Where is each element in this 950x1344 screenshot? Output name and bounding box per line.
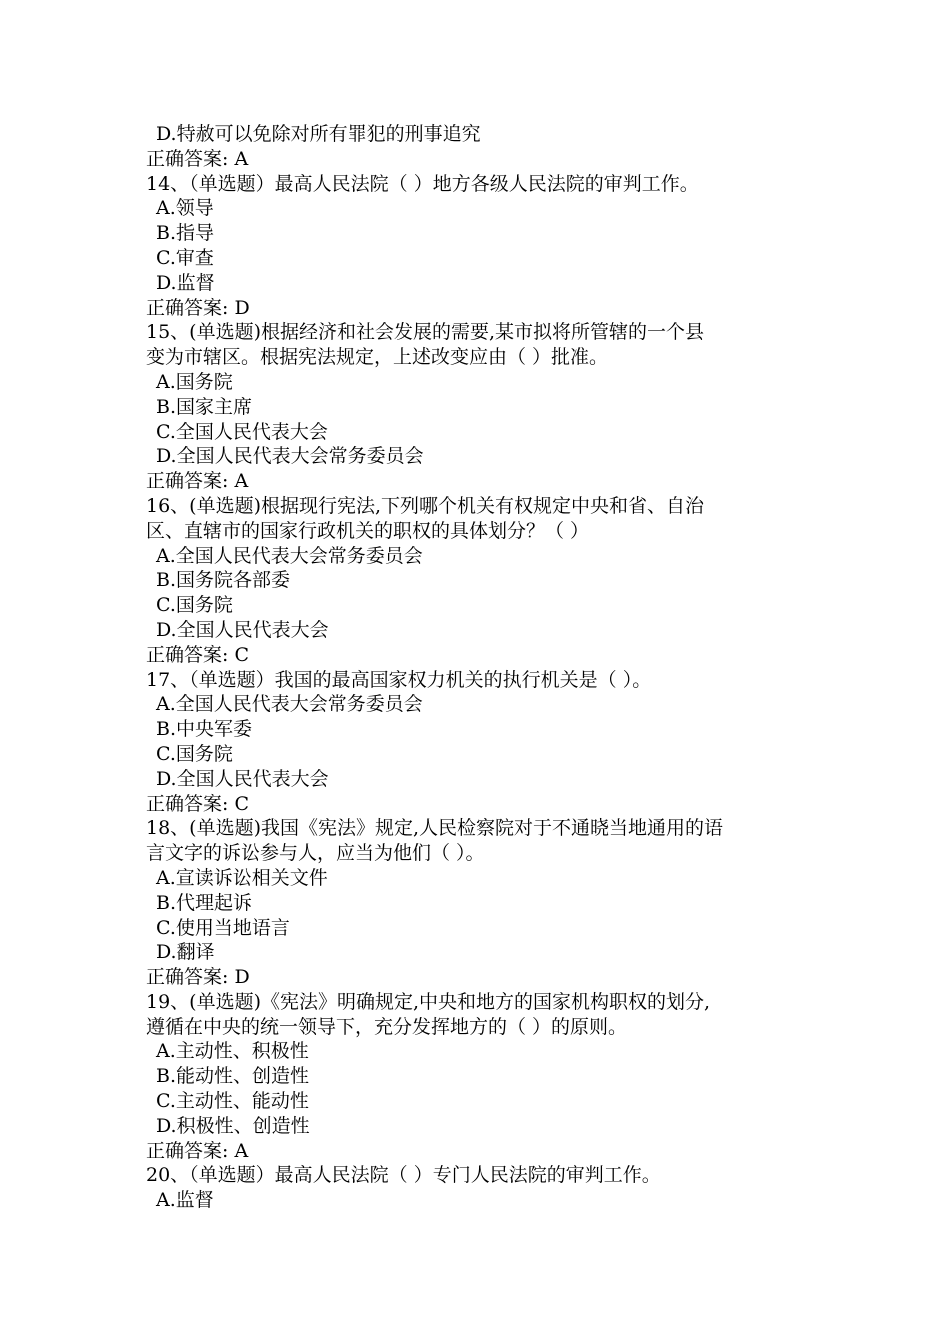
answer-option: D.全国人民代表大会 [156, 767, 329, 790]
question-text: 18、(单选题)我国《宪法》规定,人民检察院对于不通晓当地通用的语 [146, 817, 724, 840]
answer-option: D.翻译 [156, 941, 215, 964]
question-text: 19、(单选题)《宪法》明确规定,中央和地方的国家机构职权的划分, [146, 990, 711, 1013]
question-text: 遵循在中央的统一领导下，充分发挥地方的（ ）的原则。 [146, 1015, 628, 1038]
answer-option: D.监督 [156, 271, 215, 294]
question-text: 区、直辖市的国家行政机关的职权的具体划分？（ ） [146, 519, 590, 542]
answer-option: D.特赦可以免除对所有罪犯的刑事追究 [156, 123, 481, 145]
correct-answer: 正确答案: A [146, 1139, 249, 1162]
question-text: 17、（单选题）我国的最高国家权力机关的执行机关是（ ）。 [146, 668, 652, 691]
correct-answer: 正确答案: C [146, 792, 249, 815]
answer-option: D.全国人民代表大会 [156, 618, 329, 641]
question-text: 言文字的诉讼参与人，应当为他们（ ）。 [146, 842, 485, 865]
answer-option: C.国务院 [156, 742, 233, 765]
answer-option: B.国务院各部委 [156, 569, 291, 592]
answer-option: C.使用当地语言 [156, 916, 290, 939]
answer-option: B.指导 [156, 222, 215, 245]
question-text: 变为市辖区。根据宪法规定，上述改变应由（ ）批准。 [146, 346, 609, 369]
answer-option: B.国家主席 [156, 395, 253, 418]
answer-option: A.全国人民代表大会常务委员会 [156, 544, 423, 567]
answer-option: C.审查 [156, 246, 214, 269]
answer-option: D.积极性、创造性 [156, 1114, 310, 1137]
correct-answer: 正确答案: D [146, 966, 250, 989]
answer-option: B.能动性、创造性 [156, 1065, 310, 1088]
answer-option: C.全国人民代表大会 [156, 420, 328, 443]
answer-option: D.全国人民代表大会常务委员会 [156, 445, 424, 468]
answer-option: B.代理起诉 [156, 891, 253, 914]
answer-option: C.主动性、能动性 [156, 1090, 309, 1113]
answer-option: A.监督 [156, 1189, 214, 1212]
correct-answer: 正确答案: A [146, 470, 249, 493]
answer-option: A.全国人民代表大会常务委员会 [156, 693, 423, 716]
answer-option: A.国务院 [156, 370, 233, 393]
answer-option: A.主动性、积极性 [156, 1040, 309, 1063]
answer-option: A.领导 [156, 197, 214, 220]
correct-answer: 正确答案: D [146, 296, 250, 319]
question-text: 15、(单选题)根据经济和社会发展的需要,某市拟将所管辖的一个县 [146, 321, 705, 344]
answer-option: C.国务院 [156, 594, 233, 617]
correct-answer: 正确答案: C [146, 643, 249, 666]
answer-option: B.中央军委 [156, 718, 253, 741]
question-text: 16、(单选题)根据现行宪法,下列哪个机关有权规定中央和省、自治 [146, 494, 705, 517]
question-text: 14、（单选题）最高人民法院（ ）地方各级人民法院的审判工作。 [146, 172, 699, 195]
correct-answer: 正确答案: A [146, 147, 249, 170]
document-page [146, 122, 826, 1213]
question-text: 20、（单选题）最高人民法院（ ）专门人民法院的审判工作。 [146, 1164, 661, 1187]
answer-option: A.宣读诉讼相关文件 [156, 866, 328, 889]
